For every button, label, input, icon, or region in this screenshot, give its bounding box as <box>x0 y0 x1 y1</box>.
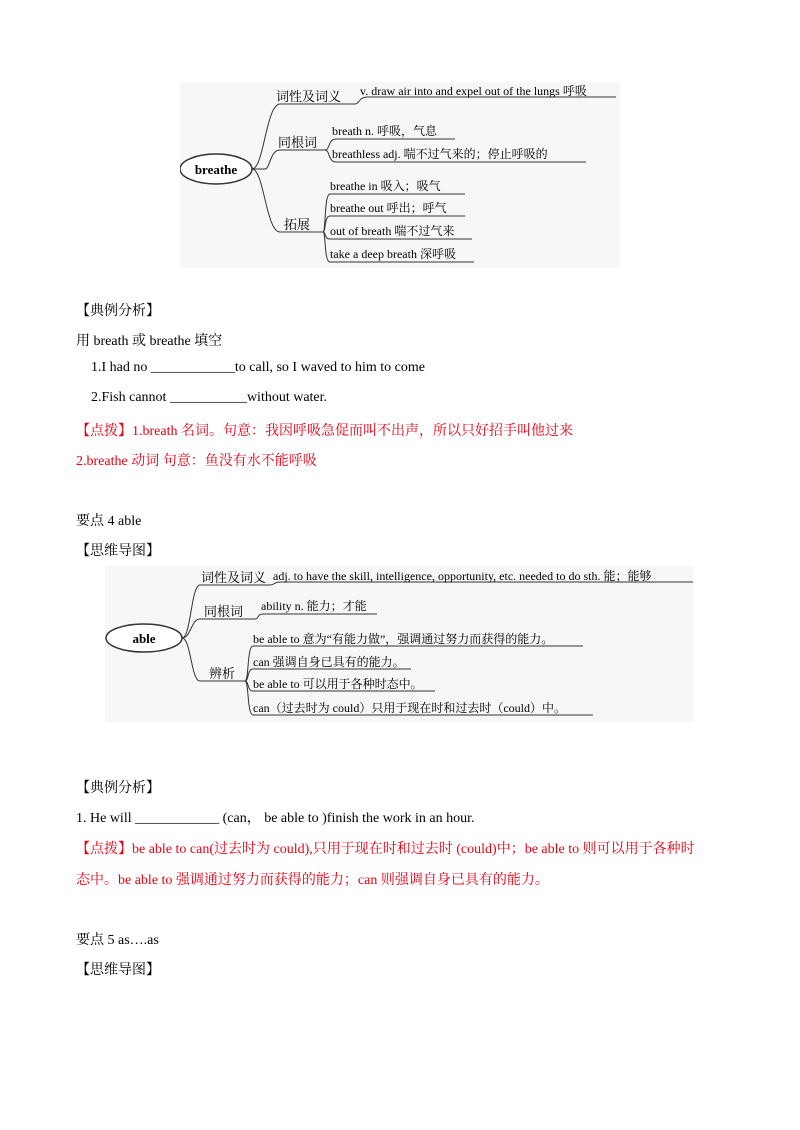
branch-extension: 拓展 <box>284 217 311 232</box>
able-branch3-item-1: be able to 意为“有能力做”，强调通过努力而获得的能力。 <box>253 632 554 646</box>
hint-line-2: 2.breathe 动词 句意：鱼没有水不能呼吸 <box>76 454 317 469</box>
breathe-mindmap-lines <box>180 82 620 268</box>
point5-title: 要点 5 as….as <box>76 933 159 948</box>
question-1: 1.I had no ____________to call, so I waved to him to come <box>91 360 425 375</box>
able-hint-line-1: 【点拨】be able to can(过去时为 could),只用于现在时和过去时 (could)中；be able to 则可以用于各种时 <box>76 842 695 857</box>
hint-line-1: 【点拨】1.breath 名词。句意：我因呼吸急促而叫不出声，所以只好招手叫他过来 <box>76 424 573 439</box>
able-mindmap <box>105 566 693 722</box>
example-heading-2: 【典例分析】 <box>76 781 160 796</box>
branch2-item-2: breathless adj. 喘不过气来的；停止呼吸的 <box>332 147 548 161</box>
center-node: breathe <box>194 162 238 177</box>
able-center-node: able <box>132 631 156 646</box>
able-branch3-item-2: can 强调自身已具有的能力。 <box>253 655 405 669</box>
branch2-item-1: breath n. 呼吸，气息 <box>332 124 437 138</box>
able-mindmap-lines <box>105 566 693 722</box>
branch3-item-2: breathe out 呼出；呼气 <box>330 201 447 215</box>
able-branch-analysis: 辨析 <box>209 666 236 681</box>
breathe-mindmap <box>180 82 620 268</box>
fill-instruction: 用 breath 或 breathe 填空 <box>76 334 223 349</box>
branch1-item: v. draw air into and expel out of the lungs 呼吸 <box>360 84 587 98</box>
branch3-item-3: out of breath 喘不过气来 <box>330 224 455 238</box>
branch3-item-1: breathe in 吸入；吸气 <box>330 179 441 193</box>
able-branch1-item: adj. to have the skill, intelligence, opportunity, etc. needed to do sth. 能；能够 <box>273 569 652 583</box>
example-heading-1: 【典例分析】 <box>76 304 160 319</box>
able-branch3-item-3: be able to 可以用于各种时态中。 <box>253 677 423 691</box>
able-branch2-item: ability n. 能力；才能 <box>261 599 367 613</box>
able-hint-line-2: 态中。be able to 强调通过努力而获得的能力；can 则强调自身已具有的能力。 <box>76 873 549 888</box>
able-branch3-item-4: can（过去时为 could）只用于现在时和过去时（could）中。 <box>253 701 566 715</box>
branch-pos-meaning: 词性及词义 <box>276 89 342 104</box>
able-branch-cognates: 同根词 <box>204 604 244 619</box>
point4-map-heading: 【思维导图】 <box>76 544 160 559</box>
able-branch-pos-meaning: 词性及词义 <box>201 570 267 585</box>
able-question-1: 1. He will ____________ (can， be able to )finish the work in an hour. <box>76 811 475 826</box>
branch3-item-4: take a deep breath 深呼吸 <box>330 247 456 261</box>
point4-title: 要点 4 able <box>76 514 142 529</box>
point5-map-heading: 【思维导图】 <box>76 963 160 978</box>
question-2: 2.Fish cannot ___________without water. <box>91 390 328 405</box>
branch-cognates: 同根词 <box>278 135 318 150</box>
